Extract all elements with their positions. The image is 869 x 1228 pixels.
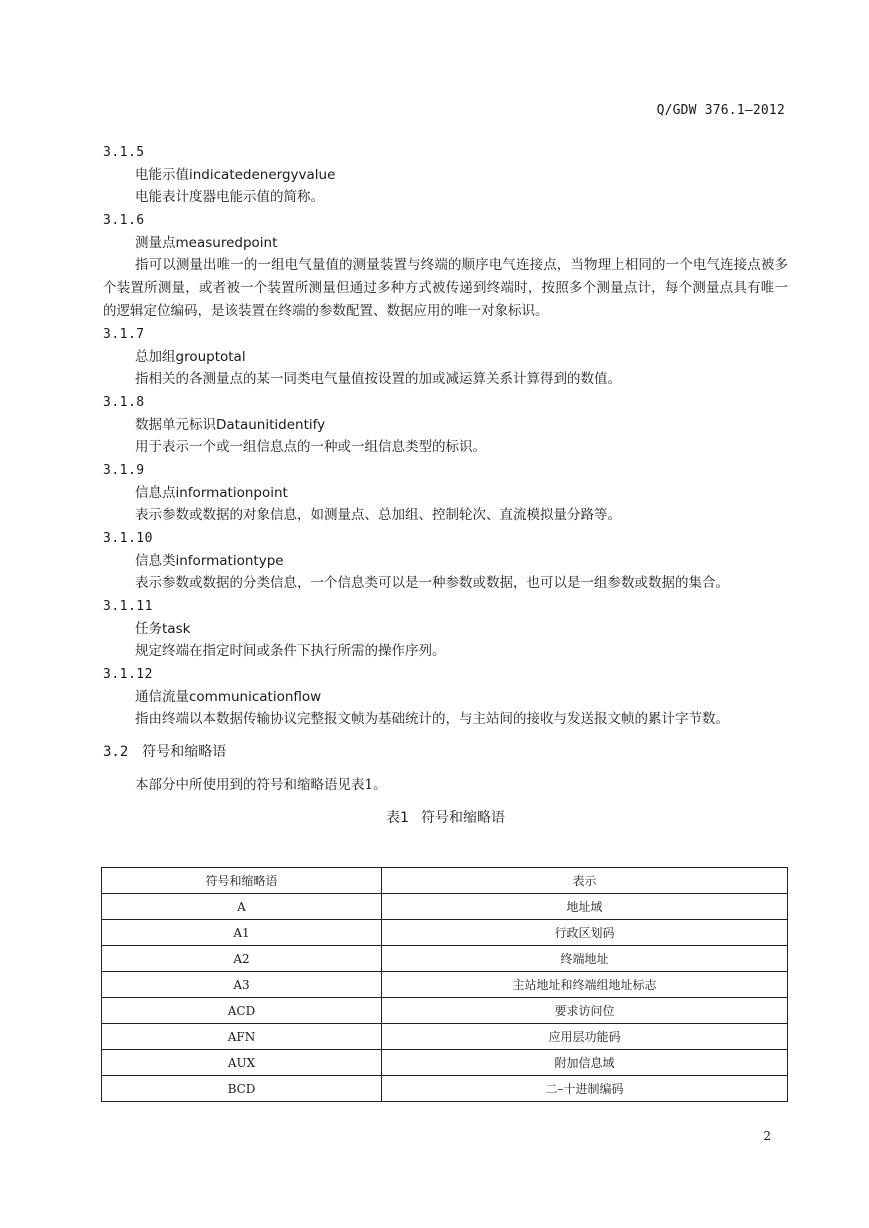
term-title: 通信流量communicationflow — [135, 689, 322, 705]
meaning-cell: 地址域 — [382, 894, 788, 920]
meaning-cell: 要求访问位 — [382, 998, 788, 1024]
symbol-cell: A — [102, 894, 382, 920]
term-definition: 指相关的各测量点的某一同类电气量值按设置的加或减运算关系计算得到的数值。 — [135, 371, 621, 387]
term-entry — [103, 209, 788, 323]
term-entry — [103, 459, 788, 527]
term-entry — [103, 527, 788, 595]
term-title: 信息点informationpoint — [135, 485, 288, 501]
term-definition: 用于表示一个或一组信息点的一种或一组信息类型的标识。 — [135, 439, 486, 455]
symbol-cell: BCD — [102, 1076, 382, 1102]
section-heading — [103, 739, 788, 765]
clause-number: 3.1.7 — [103, 327, 145, 342]
term-entry — [103, 323, 788, 391]
term-definition: 规定终端在指定时间或条件下执行所需的操作序列。 — [135, 643, 446, 659]
document-body — [103, 141, 788, 831]
term-entry — [103, 663, 788, 731]
section-title: 符号和缩略语 — [142, 744, 227, 760]
term-definition: 指可以测量出唯一的一组电气量值的测量装置与终端的顺序电气连接点，当物理上相同的一个电气连接点被多个装置所测量，或者被一个装置所测量但通过多种方式被传递到终端时，按照多个测量点计，每个测量点具有唯一的逻辑定位编码，是该装置在终端的参数配置、数据应用的唯一对象标识。 — [103, 257, 788, 319]
table-row — [102, 946, 788, 972]
clause-number: 3.1.9 — [103, 463, 145, 478]
table-caption-title: 符号和缩略语 — [420, 810, 505, 826]
table-row — [102, 1050, 788, 1076]
term-title: 信息类informationtype — [135, 553, 284, 569]
page-number: 2 — [763, 1129, 771, 1143]
section-number: 3.2 — [103, 744, 129, 760]
symbol-cell: AUX — [102, 1050, 382, 1076]
term-entry — [103, 141, 788, 209]
table-row — [102, 998, 788, 1024]
meaning-cell: 终端地址 — [382, 946, 788, 972]
table-caption-number: 表1 — [386, 810, 409, 826]
clause-number: 3.1.10 — [103, 531, 153, 546]
standard-header: Q/GDW 376.1—2012 — [656, 103, 785, 118]
term-title: 电能示值indicatedenergyvalue — [135, 167, 336, 183]
table-row — [102, 920, 788, 946]
term-definition: 表示参数或数据的对象信息，如测量点、总加组、控制轮次、直流模拟量分路等。 — [135, 507, 621, 523]
symbol-cell: AFN — [102, 1024, 382, 1050]
symbol-cell: A2 — [102, 946, 382, 972]
symbol-cell: A1 — [102, 920, 382, 946]
symbol-cell: ACD — [102, 998, 382, 1024]
term-title: 总加组grouptotal — [135, 349, 246, 365]
term-title: 数据单元标识Dataunitidentify — [135, 417, 326, 433]
term-title: 任务task — [135, 621, 191, 637]
term-definition: 电能表计度器电能示值的简称。 — [135, 189, 324, 205]
table-row — [102, 1076, 788, 1102]
table-row — [102, 1024, 788, 1050]
meaning-cell: 附加信息域 — [382, 1050, 788, 1076]
clause-number: 3.1.5 — [103, 145, 145, 160]
clause-number: 3.1.8 — [103, 395, 145, 410]
table-row — [102, 972, 788, 998]
term-definition: 表示参数或数据的分类信息，一个信息类可以是一种参数或数据，也可以是一组参数或数据的集合。 — [135, 575, 729, 591]
term-definition: 指由终端以本数据传输协议完整报文帧为基础统计的，与主站间的接收与发送报文帧的累计字节数。 — [135, 711, 729, 727]
table-row — [102, 894, 788, 920]
clause-number: 3.1.6 — [103, 213, 145, 228]
meaning-cell: 应用层功能码 — [382, 1024, 788, 1050]
meaning-cell: 行政区划码 — [382, 920, 788, 946]
symbol-cell: A3 — [102, 972, 382, 998]
term-entry — [103, 391, 788, 459]
table-header-cell: 表示 — [382, 868, 788, 894]
section-intro: 本部分中所使用到的符号和缩略语见表1。 — [135, 777, 387, 793]
table-header-cell: 符号和缩略语 — [102, 868, 382, 894]
term-entry — [103, 595, 788, 663]
table-caption — [103, 805, 788, 831]
abbreviation-table — [101, 867, 788, 1102]
table-header-row — [102, 868, 788, 894]
meaning-cell: 二–十进制编码 — [382, 1076, 788, 1102]
clause-number: 3.1.11 — [103, 599, 153, 614]
clause-number: 3.1.12 — [103, 667, 153, 682]
term-title: 测量点measuredpoint — [135, 235, 278, 251]
meaning-cell: 主站地址和终端组地址标志 — [382, 972, 788, 998]
